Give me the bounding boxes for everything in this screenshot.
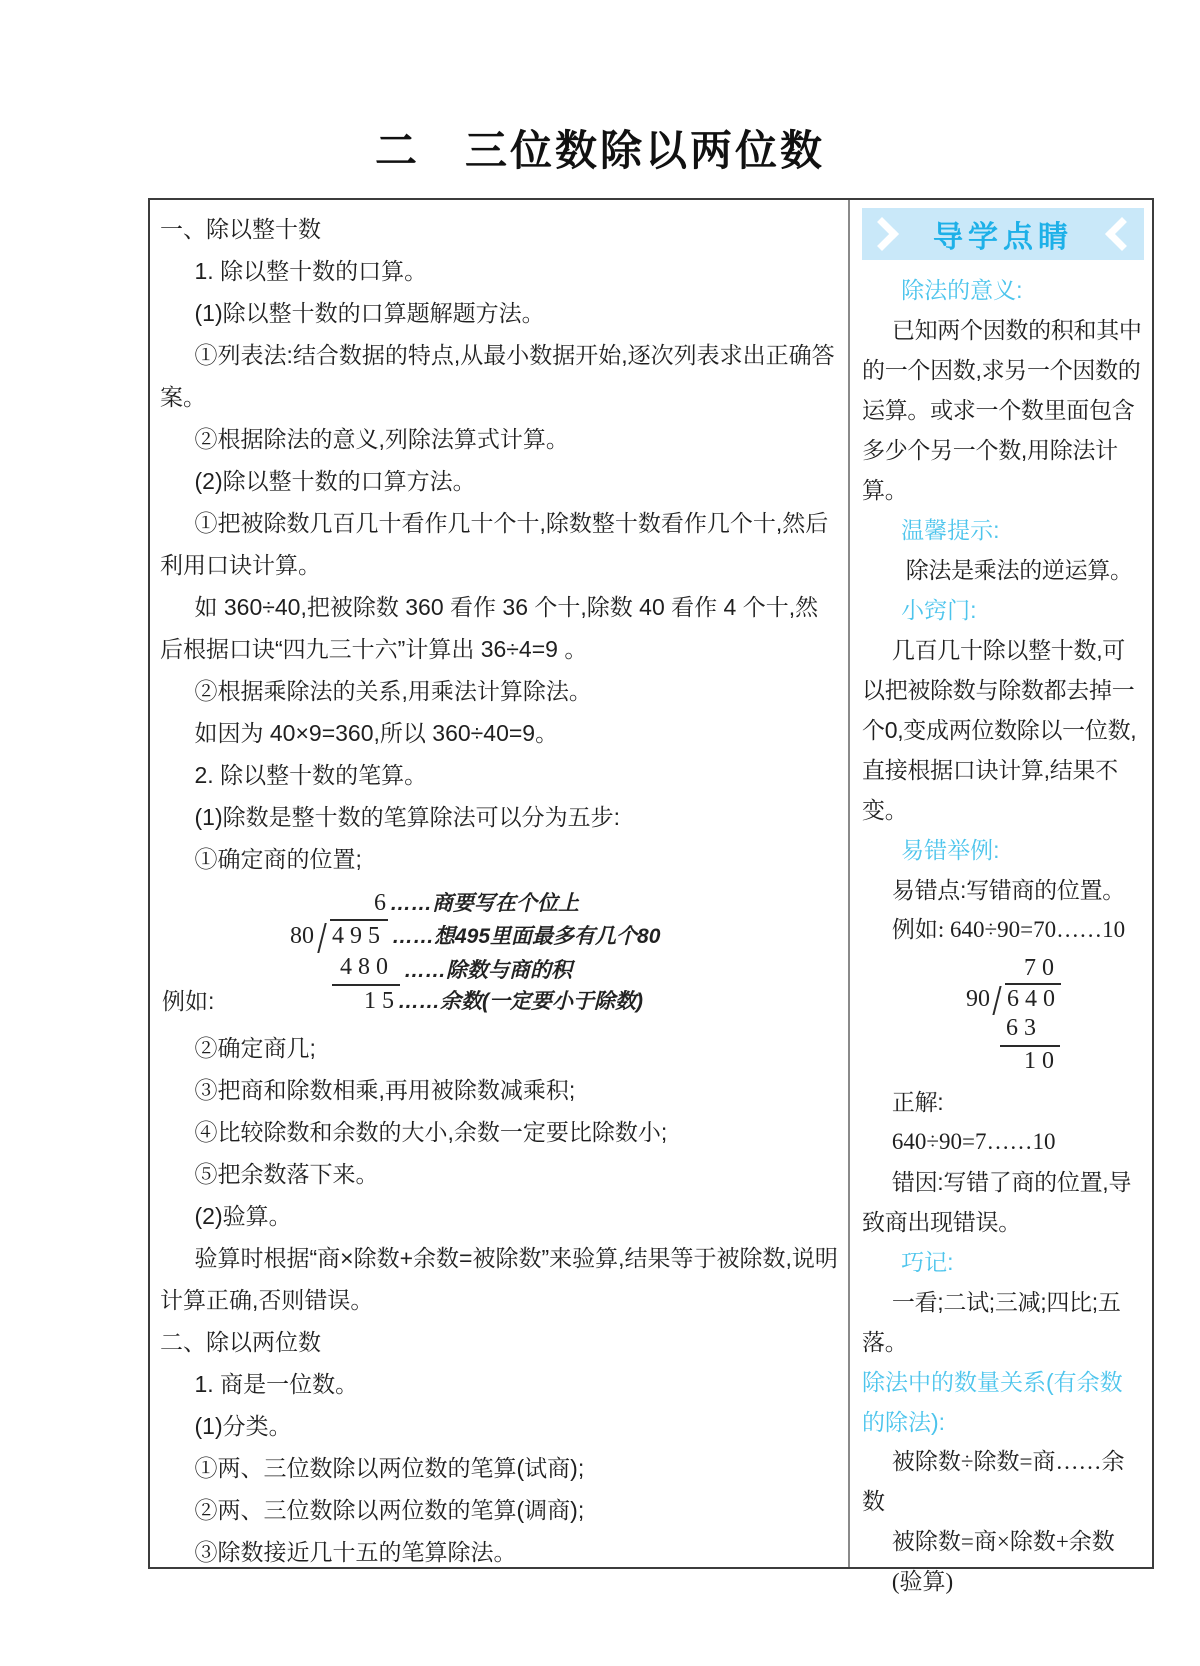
sidebar-paragraph: 一看;二试;三减;四比;五落。 bbox=[862, 1289, 1121, 1355]
paragraph: 1. 商是一位数。 bbox=[194, 1371, 359, 1397]
quotient-value: 6 bbox=[374, 890, 386, 916]
product-row bbox=[246, 952, 660, 986]
paragraph: 一、除以整十数 bbox=[160, 216, 321, 242]
paragraph: ④比较除数和余数的大小,余数一定要比除数小; bbox=[194, 1119, 668, 1145]
quotient-value: 7 0 bbox=[1024, 955, 1054, 981]
sidebar-heading: 温馨提示: bbox=[901, 517, 1000, 543]
paragraph: (1)分类。 bbox=[194, 1413, 292, 1439]
sidebar-paragraph: 错因:写错了商的位置,导致商出现错误。 bbox=[862, 1169, 1132, 1235]
content-box bbox=[148, 198, 1154, 1594]
long-division-grid bbox=[246, 888, 660, 1017]
paragraph: ②两、三位数除以两位数的笔算(调商); bbox=[194, 1497, 585, 1523]
left-paragraphs-before bbox=[160, 208, 840, 880]
sidebar bbox=[850, 200, 1152, 1594]
sidebar-heading: 巧记: bbox=[901, 1249, 954, 1275]
remainder-value: 1 5 bbox=[364, 988, 394, 1014]
paragraph: ⑤把余数落下来。 bbox=[194, 1161, 379, 1187]
paragraph: 如因为 40×9=360,所以 360÷40=9。 bbox=[194, 720, 559, 746]
long-division-figure bbox=[160, 888, 840, 1017]
paragraph: (2)验算。 bbox=[194, 1203, 292, 1229]
sidebar-paragraph: 几百几十除以整十数,可以把被除数与除数都去掉一个0,变成两位数除以一位数,直接根据口诀计算,结果不变。 bbox=[862, 637, 1137, 823]
paragraph: (1)除数是整十数的笔算除法可以分为五步: bbox=[194, 804, 620, 830]
sidebar-formula: 640÷90=7……10 bbox=[891, 1129, 1056, 1154]
paragraph: (1)除以整十数的口算题解题方法。 bbox=[194, 300, 545, 326]
dividend-value: 6 4 0 bbox=[1005, 983, 1061, 1014]
product-value: 6 3 bbox=[1000, 1014, 1060, 1047]
paragraph: ①两、三位数除以两位数的笔算(试商); bbox=[194, 1455, 585, 1481]
sidebar-paragraph: 除法是乘法的逆运算。 bbox=[905, 557, 1133, 583]
sidebar-paragraph: 已知两个因数的积和其中的一个因数,求另一个因数的运算。或求一个数里面包含多少个另一个数,用除法计算。 bbox=[862, 317, 1142, 503]
paragraph: ③除数接近几十五的笔算除法。 bbox=[194, 1539, 517, 1565]
paragraph: ①确定商的位置; bbox=[194, 846, 362, 872]
quotient-row bbox=[962, 954, 1144, 983]
dividend-note: ……想495里面最多有几个80 bbox=[392, 925, 661, 948]
paragraph: ②根据乘除法的关系,用乘法计算除法。 bbox=[194, 678, 592, 704]
divisor-value: 80 bbox=[290, 923, 314, 949]
paragraph: 1. 除以整十数的口算。 bbox=[194, 258, 428, 284]
product-row bbox=[962, 1014, 1144, 1047]
quotient-note: ……商要写在个位上 bbox=[390, 892, 579, 915]
sidebar-heading: 小窍门: bbox=[901, 597, 977, 623]
dividend-row bbox=[246, 919, 660, 952]
sidebar-formula: 被除数=商×除数+余数 bbox=[891, 1529, 1115, 1554]
remainder-value: 1 0 bbox=[1024, 1048, 1054, 1074]
division-bracket-icon bbox=[990, 985, 1005, 1014]
quotient-row bbox=[246, 888, 660, 919]
chevron-right-icon bbox=[865, 217, 899, 251]
product-note: ……除数与商的积 bbox=[404, 959, 572, 982]
paragraph: (2)除以整十数的口算方法。 bbox=[194, 468, 476, 494]
sidebar-banner bbox=[862, 208, 1144, 260]
divisor-value: 90 bbox=[966, 986, 990, 1012]
sidebar-paragraph: 易错点:写错商的位置。 bbox=[891, 877, 1125, 903]
example-label: 例如: bbox=[162, 988, 215, 1014]
remainder-row bbox=[962, 1047, 1144, 1076]
page-title: 二 三位数除以两位数 bbox=[374, 127, 825, 174]
dividend-row bbox=[962, 983, 1144, 1014]
paragraph: 如 360÷40,把被除数 360 看作 36 个十,除数 40 看作 4 个十,然后根据口诀“四九三十六”计算出 36÷4=9 。 bbox=[160, 594, 819, 662]
sidebar-blocks bbox=[862, 270, 1144, 1602]
dividend-value: 4 9 5 bbox=[330, 919, 388, 952]
sidebar-banner-title: 导学点睛 bbox=[933, 221, 1073, 254]
sidebar-formula: (验算) bbox=[891, 1569, 954, 1594]
sidebar-paragraph: 正解: bbox=[891, 1089, 944, 1115]
sidebar-heading: 易错举例: bbox=[901, 837, 1000, 863]
product-value: 4 8 0 bbox=[332, 952, 400, 986]
remainder-note: ……余数(一定要小于除数) bbox=[398, 990, 643, 1013]
paragraph: 2. 除以整十数的笔算。 bbox=[194, 762, 428, 788]
remainder-row bbox=[246, 986, 660, 1017]
paragraph: ①把被除数几百几十看作几十个十,除数整十数看作几个十,然后利用口诀计算。 bbox=[160, 510, 829, 578]
paragraph: ②确定商几; bbox=[194, 1035, 316, 1061]
sidebar-heading-wide: 除法中的数量关系(有余数的除法): bbox=[862, 1369, 1123, 1435]
paragraph: ②根据除法的意义,列除法算式计算。 bbox=[194, 426, 569, 452]
chevron-left-icon bbox=[1105, 217, 1139, 251]
paragraph: ③把商和除数相乘,再用被除数减乘积; bbox=[194, 1077, 576, 1103]
division-bracket-icon bbox=[314, 922, 330, 952]
sidebar-heading: 除法的意义: bbox=[901, 277, 1023, 303]
sidebar-formula: 被除数÷除数=商……余数 bbox=[862, 1449, 1125, 1514]
paragraph: 验算时根据“商×除数+余数=被除数”来验算,结果等于被除数,说明计算正确,否则错误。 bbox=[160, 1245, 838, 1313]
paragraph: ①列表法:结合数据的特点,从最小数据开始,逐次列表求出正确答案。 bbox=[160, 342, 835, 410]
left-column bbox=[150, 200, 850, 1567]
left-paragraphs-after bbox=[160, 1027, 840, 1573]
sidebar-formula: 例如: 640÷90=70……10 bbox=[891, 917, 1126, 942]
sidebar-long-division-figure bbox=[962, 954, 1144, 1076]
paragraph: 二、除以两位数 bbox=[160, 1329, 321, 1355]
